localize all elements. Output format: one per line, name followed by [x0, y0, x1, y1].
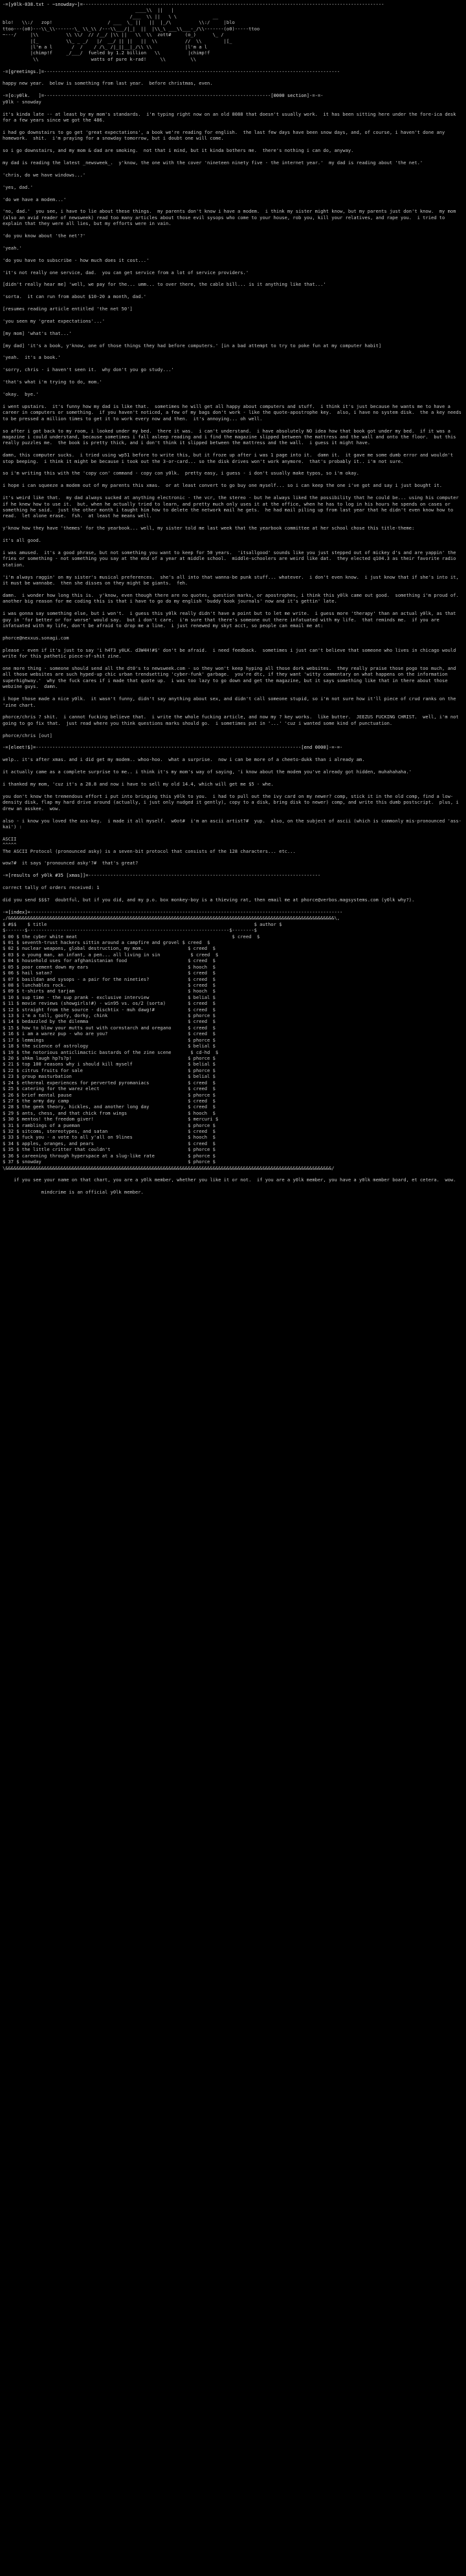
index-table: ,/&&&&&&&&&&&&&&&&&&&&&&&&&&&&&&&&&&&&&&&&&&&&&&&&&&&&&&&&&&&&&&&&&&&&&&&&&&&&&&&&&&&&&&&&&&&&&&&&&&&&&&&&&&&&&&&&&&&&&&\, $ #$$ $ title $ author $ $-------$-------------------------------------------------------------------------$--------$ $ 00 $ the cyber white meat $ creed $ $ 01 $ seventh-trust hackers sittin around a campfire and grovel $ creed $ $ 02 $ nuclear weapons, global destruction, my mom. $ creed $ $ 03 $ a young man, an infant, a pen... all living in sin $ creed $ $ 04 $ household uses for afghanistanian food $ creed $ $ 05 $ poor cement down my ears $ hooch $ $ 06 $ hail satan? $ creed $ $ 07 $ basildan and sysops - a pair for the nineties? $ creed $ $ 08 $ lunchables rock. $ creed $ $ 09 $ t-shirts and tarjam $ hooch $ $ 10 $ sup time - the sup prank - exclusive interview $ belial $ $ 11 $ movie reviews (showgirls!#) - win95 vs. os/2 (sorta) $ creed $ $ 12 $ straight from the source - dischtix - muh dawg!# $ creed $ $ 13 $ i'm a tall, goofy, dorky, chink $ phorce $ $ 14 $ bedazzled by the dilemma $ creed $ $ 15 $ how to blow your mutts out with cornstarch and oregano $ creed $ $ 16 $ i am a warez pup - who are you? $ creed $ $ 17 $ lemmings $ phorce $ $ 18 $ the science of astrology $ belial $ $ 19 $ the notorious anticlimactic bastards of the zine scene $ cd-hd $ $ 20 $ shkm laugh hp?s?p! $ phorce $ $ 21 $ top 100 reasons why i should kill myself $ belial $ $ 22 $ citrus fruits for sale $ phorce $ $ 23 $ group masturbation $ belial $ $ 24 $ ethereal experiences for perverted pyromaniacs $ creed $ $ 25 $ catering for the warez elect $ creed $ $ 26 $ brief mental pause $ phorce $ $ 27 $ the army day camp $ creed $ $ 28 $ the geek theory, hickles, and another long day $ creed $ $ 29 $ ants, chess, and that chick from wings $ hooch $ $ 30 $ mentos! the freedom giver! $ mercuri $ $ 31 $ ramblings of a pueman $ phorce $ $ 32 $ sitcoms, stereotypes, and satan $ creed $ $ 33 $ fuck you - a vote to all y'all on 9lines $ hooch $ $ 34 $ apples, oranges, and pears $ creed $ $ 35 $ the little critter that couldn't $ phorce $ $ 36 $ careening through hyperspace at a slug-like rate $ phorce $ $ 37 $ snowday $ phorce $ \&&&&&&&&&&&&&&&&&&&&&&&&&&&&&&&&&&&&&&&&&&&&&&&&&&&&&&&&&&&&&&&&&&&&&&&&&&&&&&&&&&&&&&&&&&&&&&&&&&&&&&&&&&&&&&&&&&&&&&/ [3, 915, 340, 1171]
section2-header: -=[eleet!$]=------------------------------------------------------------------------------------------------[end 0000]-=-=- [3, 744, 343, 751]
ascii-logo: ____\\ || | /___ \\ || \ \ __ blo! \\:/ zop! / ___ \_ || || |_/\ \\:/ |blo ttoo---(o0)---\\_\\-------\_ \\_\\ /---\\___/|_| || |\\_\ ___\\___-_/\\-------(o0)-----ttoo ~---/ |\\ \\ \\/ // /__/ |\\ || \\ \\ zott# (o_) \_ / |[_ \\_ _ _/ |/ __/ || || || \\ // \\ |[_ |l'm a l / / / /\_ /|_||__|_/\\ \\ |l'm a l |chimp!f _/___/ fueled by 1.2 billion \\ |chimp!f \\ watts of pure k-rad! \\ \\ [3, 7, 260, 62]
footer-text: if you see your name on that chart, you are a y0lk member, whether you like it or not. if you are a y0lk member, you have a y0lk member board, et cetera. wow. mindcrime is an official y0lk member. [14, 1177, 456, 1196]
greetings-text: happy new year. below is something from last year. before christmas, even. [3, 80, 213, 87]
index-header: -=[index]=----------------------------------------------------------------------------------------------------------------- [3, 908, 343, 915]
results-header: -=[results of y0lk #35 [xmas]]=------------------------------------------------------------------------------------ [3, 872, 321, 879]
greetings-header: -=[greetings.]=----------------------------------------------------------------------------------------------------------- [3, 68, 340, 74]
title-bar: -=[y0lk-038.txt - ~snowday~]=------------------------------------------------------------------------------------------------------------- [3, 1, 384, 7]
section1-header: -=[o:y0lk. ]=----------------------------------------------------------------------------------[0000 section]-=-=- [3, 92, 324, 99]
results-text: correct tally of orders received: 1 did you send $$$? doubtful, but if you did, and my p.o. box monkey-boy is a thieving rat, then email me at phorce@verbos.magsystems.com (y0lk why?). [3, 885, 415, 903]
textfile-document [0, 0, 466, 1196]
outro-body: welp.. it's after xmas. and i did get my modem.. whoo-hoo. what a surprise. now i can be more of a cheeto-dukk than i already am. it actually came as a complete surprise to me.. i think it's my mom's way of saying, 'i know about the modem you've already got hidden, muhahahaha.' i thanked my mom, 'cuz it's a 28.8 and now i have to sell my old 14.4, which will get me $5 - whe. you don't know the tremendous effort i put into bringing this y0lk to you. i had to pull out the ivy card on my newer? comp, stick it in the old comp, find a low-density disk, flap my hard drive around (actually, i just only nudged it gently), copy to a disk, bring disk to newer) comp, and write this dumb postscript. plus, i drew an asskee. wow. also - i know you loved the ass-key. i made it all myself. w0ot# i'm an ascii artist?# yup. also, on the subject of ascii (which is commonly mis-pronounced 'ass-kai') : ASCII ^^^^^ The ASCII Protocol (pronounced asky) is a seven-bit protocol that consists of the 128 characters... etc... wow?# it says 'pronounced asky'?# that's great? [3, 757, 461, 866]
article-body: it's kinda late -- at least by my mom's standards. i'm typing right now on an old 8088 that doesn't usually work. it has been sitting here under the fore-ica desk for a few years since we got the 486. i had go downstairs to go get 'great expectations', a book we're reading for english. the last few days have been snow days, and, of course, i haven't done any homework. shit. i'm praying for a snowday tomorrow, but i doubt one will come. so i go downstairs, and my mom & dad are smoking. not that i mind, but it kinda bothers me. there's nothing i can do, anyway. my dad is reading the latest _newsweek_. y'know, the one with the cover 'nineteen ninety five - the internet year.' my dad is reading about 'the net.' 'chris, do we have windows...' 'yes, dad.' 'do we have a modem...' 'no, dad.' you see, i have to lie about these things. my parents don't know i have a modem. i think my sister might know, but my parents just don't know. my mom (also an avid reader of newsweek) read too many articles about those evil sysops who come to your house, rob you, kill your relatives, and rape you. i tried to explain that they were all lies, but my efforts were in vain. 'do you know about 'the net'?' 'yeah.' 'do you have to subscribe - how much does it cost...' 'it's not really one service, dad. you can get service from a lot of service providers.' [didn't really hear me] 'well, we pay for the... umm... to over there, the cable bill... is it anything like that...' 'sorta. it can run from about $10-20 a month, dad.' [resumes reading article entitled 'the net 50'] 'you seen my 'great expectations'...' [my mom] 'what's that...' [my dad] 'it's a book, y'know, one of those things they had before computers.' [in a bad attempt to try to poke fun at my computer habit] 'yeah. it's a book.' 'sorry, chris - i haven't seen it. why don't you go study...' 'that's what i'm trying to do, mom.' 'okay. bye.' i went upstairs. it's funny how my dad is like that. sometimes he will get all happy about computers and stuff. i think it's just because he wants me to have a career in computers or something. if you haven't noticed, a few of my bags don't work - like the quote-apostrophe key. also, i have no system disk. the a key needs to be pressed a million times to get it to work every now and then. it's annoying... oh well. so after i got back to my room, i looked under my bed. there it was. i can't understand. i have absolutely NO idea how that book got under my bed. if it was a magazine i could understand, because sometimes i fall asleep reading and i find the magazine slipped between the mattress and the wall and onto the floor. but this really puzzles me. the book is pretty thick, and i don't think it slipped between the mattress and the wall. i guess it might have. damn, this computer sucks. i tried using wp51 before to write this, but it froze up after i was 1 page into it. damn it. it gave me some dumb error and wouldn't stop beeping. i think it might be because i took out the 3-or-card... so the disk drives won't work anymore. that's probably it.. i'm not sure. so i'm writing this with the 'copy con' command - copy con y0lk. pretty easy, i guess - i don't usually make typos, so i'm okay. i hope i can squeeze a modem out of my parents this xmas. or at least convert to go buy one myself... so i can keep the one i've got and say i just bought it. it's weird like that. my dad always sucked at anything electronic - the vcr, the stereo - but he always liked the possibility that he could be... using his computer if he knew how to use it. but, when he actually tried to learn, and pretty much only uses it at the office, when he has to log in his hours he spends on cases or something he said. just the other month i taught him how to delete the network mail he gets. he had mail piling up from last year that he didn't even know how to read. let alone erase. fsh. at least he means well. y'know how they have 'themes' for the yearbook... well, my sister told me last week that the yearbook committee at her school chose this title-theme: it's all good. i was amused. it's a good phrase, but not something you want to keep for 50 years. 'itsallgood' sounds like you just stepped out of mickey d's and are yappin' the fries or something - not something you say at the end of a year at middle school. middle-schoolers are weird like dat. they elected q104.3 as their favorite radio station. 'i'm always raggin' on my sister's musical preferences. she's all into that wanna-be punk stuff... whatever. i don't even know. i just know that if she's into it, it must be wannabe. then she disses on they might be giants. feh. damn. i wonder how long this is. y'know, even though there are no quotes, question marks, or apostrophes, i think this y0lk came out good. something i'm proud of. another big reason for me coding this is that i have to go do my english 'buddy book journals' now and it's gettin' late. i was gonna say something else, but i won't. i guess this y0lk really didn't have a point but to let me write. i guess more 'therapy' than an actual y0lk, as that guy in 'for better or for worse' would say. but i don't care. i'm sure that there's someone out there infatuated with my life. that reminds me. if you are infatuated with my life, don't be afraid to drop me a line. i just renewed my skyt acct, so people can email me at: phorce@nexxus.sonagi.com please - even if it's just to say 'i h4T3 y0LK. d3W4H!#$' don't be afraid. i need feedback. sometimes i just can't believe that someone who lives in chicago would write for this pathetic piece-of-shit zine. one more thing - someone should send all the dt0's to newsweek.com - so they won't keep hyping all those dork websites. they really praise those pogo too much, and all those websites are such hyped-up chic urban trendsetting 'cyber-funk' garbage. you're dtc, if they want 'witty commentary on what happens on the information superhighway.' why the fuck cares if i made that quote up. i was too lazy to go down and get the magazine, but it says something like that in there about those webzine guys. damn. i hope those made a nice y0lk. it wasn't funny, didn't say anything about sex, and didn't call someone stupid, so i'm not sure how it'll piece of crud ranks on the 'zine chart. phorce/chris ? shit. i cannot fucking believe that. i write the whole fucking article, and now my ? key works. like butter. JEEZUS FUCKING CHRIST. well, i'm not going to go fix that. just read where you think questions marks should go. i sometimes put in '...' 'cuz i wanted some kind of punctuation. phorce/chris [out] [3, 111, 461, 738]
section1-byline: y0lk - snowday [3, 98, 41, 105]
